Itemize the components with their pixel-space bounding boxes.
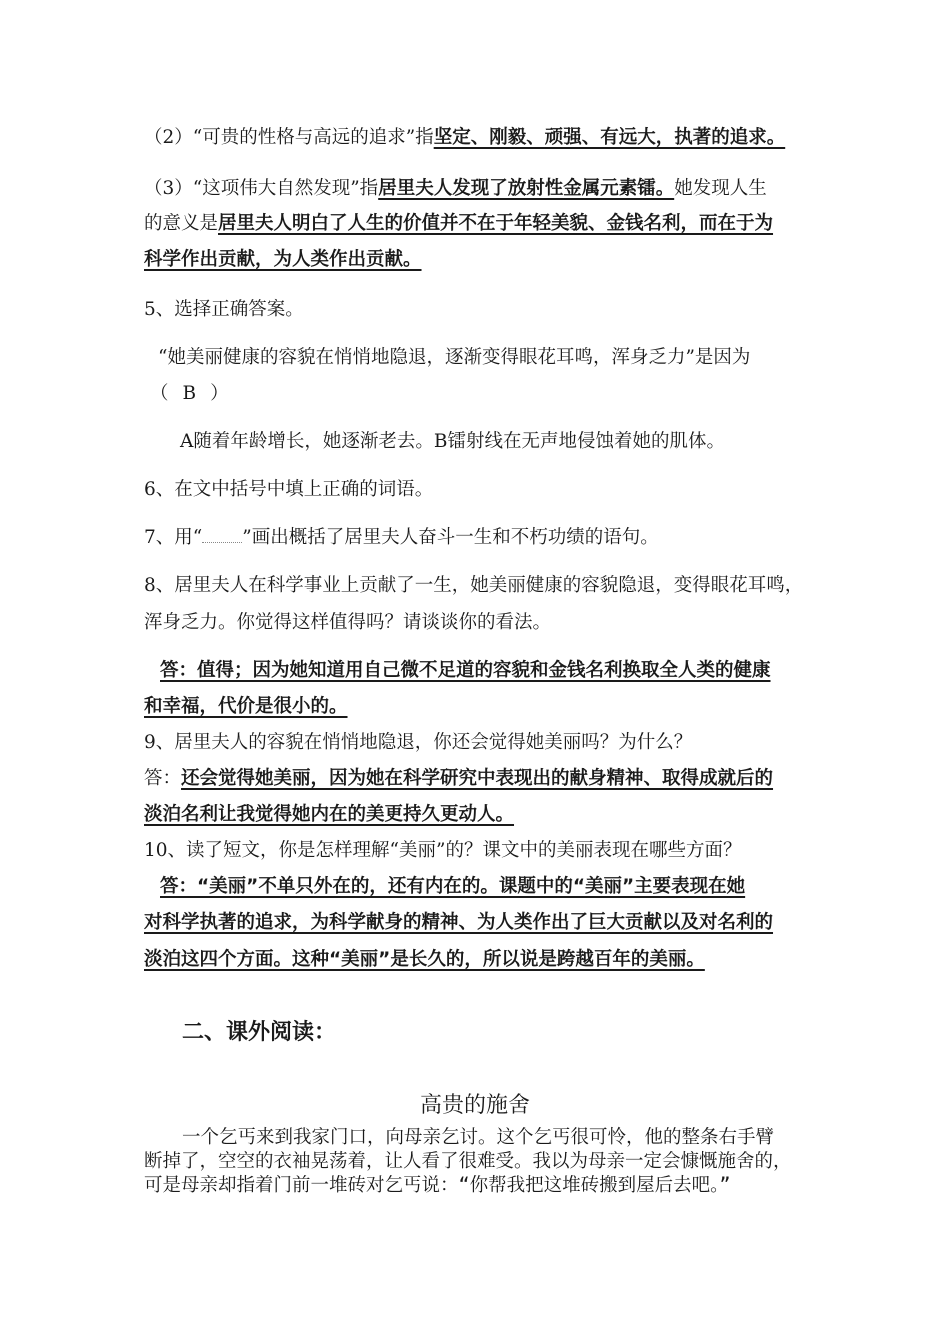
story-title: 高贵的施舍 (419, 1093, 530, 1118)
q9-answer-line1 (144, 767, 773, 791)
q5-title: 5、选择正确答案。 (144, 299, 304, 320)
q8-answer-line2: 和幸福，代价是很小的。 (144, 696, 348, 717)
q4-part3-label: （3）“这项伟大自然发现”指 (144, 178, 379, 199)
q6: 6、在文中括号中填上正确的词语。 (144, 479, 434, 500)
q10-question: 10、读了短文，你是怎样理解“美丽”的？课文中的美丽表现在哪些方面？ (144, 840, 742, 861)
q4-part3-answer2a: 居里夫人明白了人生的价值并不在于年轻美貌、金钱名利，而在于为 (218, 213, 774, 234)
q10-answer-line3: 淡泊这四个方面。这种“美丽”是长久的，所以说是跨越百年的美丽。 (144, 949, 705, 970)
q4-part3-mid: 她发现人生 (674, 178, 767, 199)
q4-part3-label2: 的意义是 (144, 213, 219, 234)
q5-paren-open: （ (150, 383, 169, 404)
q9-question: 9、居里夫人的容貌在悄悄地隐退，你还会觉得她美丽吗？为什么？ (144, 732, 693, 753)
q9-answer-line2: 淡泊名利让我觉得她内在的美更持久更动人。 (144, 804, 515, 825)
q4-part3-answer: 居里夫人发现了放射性金属元素镭。 (378, 178, 675, 199)
q5-answer: B (182, 383, 197, 404)
story-line2: 断掉了，空空的衣袖晃荡着，让人看了很难受。我以为母亲一定会慷慨施舍的， (144, 1151, 792, 1172)
q8-line2: 浑身乏力。你觉得这样值得吗？请谈谈你的看法。 (144, 612, 552, 633)
q4-part2-label: （2）“可贵的性格与高远的追求”指 (144, 127, 434, 148)
wavy-underline-sample (202, 528, 242, 543)
q4-part2-answer: 坚定、刚毅、顽强、有远大，执著的追求。 (433, 127, 786, 148)
q7-post: ”画出概括了居里夫人奋斗一生和不朽功绩的语句。 (242, 527, 659, 548)
q4-part2 (144, 126, 785, 150)
q4-part3-line2 (144, 212, 773, 236)
story-line3: 可是母亲却指着门前一堆砖对乞丐说：“你帮我把这堆砖搬到屋后去吧。” (144, 1175, 731, 1196)
q7-pre: 7、用“ (144, 527, 203, 548)
story-line1: 一个乞丐来到我家门口，向母亲乞讨。这个乞丐很可怜，他的整条右手臂 (182, 1127, 775, 1148)
q4-part3-line1 (144, 177, 767, 201)
q9-answer-label: 答： (144, 768, 182, 789)
q10-answer-line2: 对科学执著的追求，为科学献身的精神、为人类作出了巨大贡献以及对名利的 (144, 912, 774, 933)
q9-answer-text1: 还会觉得她美丽，因为她在科学研究中表现出的献身精神、取得成就后的 (181, 768, 774, 789)
q7 (144, 526, 659, 550)
q8-answer-line1: 答：值得；因为她知道用自己微不足道的容貌和金钱名利换取全人类的健康 (160, 660, 771, 681)
q5-options: A随着年龄增长，她逐渐老去。B镭射线在无声地侵蚀着她的肌体。 (180, 431, 725, 452)
q10-answer-line1: 答：“美丽”不单只外在的，还有内在的。课题中的“美丽”主要表现在她 (160, 876, 746, 897)
q5-question: “她美丽健康的容貌在悄悄地隐退，逐渐变得眼花耳鸣，浑身乏力”是因为 (158, 347, 751, 368)
q5-paren-close: ） (210, 383, 229, 404)
q4-part3-answer2b: 科学作出贡献，为人类作出贡献。 (144, 249, 422, 270)
q8-line1: 8、居里夫人在科学事业上贡献了一生，她美丽健康的容貌隐退，变得眼花耳鸣， (144, 575, 804, 596)
section-heading: 二、课外阅读： (182, 1020, 337, 1045)
q5-answer-line (150, 382, 229, 406)
